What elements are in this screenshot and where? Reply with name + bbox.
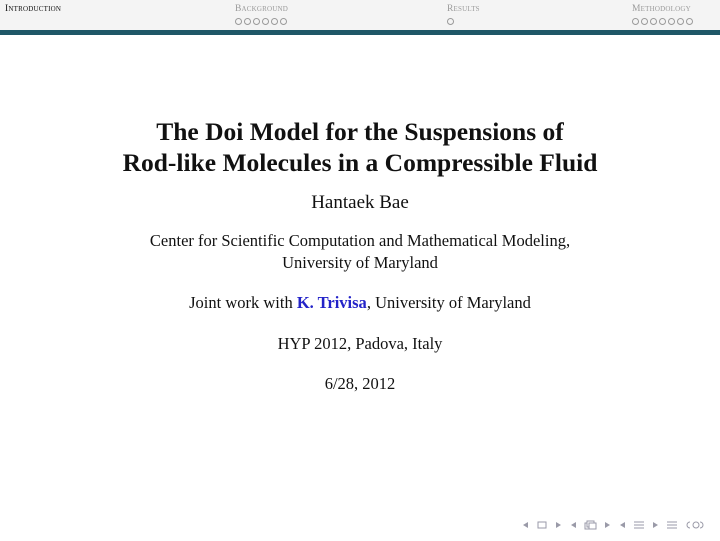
nav-dots: [235, 18, 288, 26]
nav-dots: [632, 18, 693, 26]
section-next-icon[interactable]: [651, 520, 660, 530]
title-line-2: Rod-like Molecules in a Compressible Fluid: [122, 148, 598, 177]
frame-dot[interactable]: [235, 18, 242, 25]
beamer-navigation-symbols: [521, 519, 706, 531]
search-icon[interactable]: [684, 520, 706, 530]
nav-section-introduction[interactable]: [5, 4, 61, 26]
joint-prefix: Joint work with: [189, 293, 297, 312]
conference-line: HYP 2012, Padova, Italy: [277, 334, 443, 353]
nav-section-label: Introduction: [5, 4, 62, 14]
author-name: Hantaek Bae: [311, 192, 409, 213]
frame-dot[interactable]: [280, 18, 287, 25]
nav-dots: [5, 18, 61, 26]
frame-icon[interactable]: [536, 520, 548, 530]
subsection-icon[interactable]: [584, 520, 597, 531]
section-icon[interactable]: [633, 520, 645, 530]
frame-dot[interactable]: [668, 18, 675, 25]
nav-dots: [447, 18, 480, 26]
affiliation-line-1: Center for Scientific Computation and Mathematical Modeling,: [149, 231, 571, 250]
section-navigation-bar: [0, 0, 720, 30]
section-prev-icon[interactable]: [618, 520, 627, 530]
subsection-next-icon[interactable]: [603, 520, 612, 530]
frame-dot[interactable]: [659, 18, 666, 25]
nav-section-label: Background: [235, 4, 289, 14]
frame-dot[interactable]: [632, 18, 639, 25]
joint-suffix: , University of Maryland: [366, 293, 531, 312]
align-icon[interactable]: [666, 520, 678, 530]
title-line-1: The Doi Model for the Suspensions of: [156, 117, 564, 146]
nav-section-methodology[interactable]: [632, 4, 693, 26]
joint-work-line: [0, 293, 720, 313]
title-slide-content: [0, 116, 720, 394]
frame-prev-icon[interactable]: [521, 520, 530, 530]
nav-section-label: Results: [447, 4, 480, 14]
frame-dot[interactable]: [686, 18, 693, 25]
frame-dot[interactable]: [650, 18, 657, 25]
presentation-date: 6/28, 2012: [324, 374, 396, 393]
collaborator-name: K. Trivisa: [296, 293, 367, 312]
header-rule: [0, 30, 720, 35]
frame-dot[interactable]: [253, 18, 260, 25]
slide-title: [0, 116, 720, 178]
nav-section-label: Methodology: [632, 4, 691, 14]
frame-dot[interactable]: [641, 18, 648, 25]
frame-dot[interactable]: [677, 18, 684, 25]
nav-section-background[interactable]: [235, 4, 288, 26]
frame-dot[interactable]: [271, 18, 278, 25]
affiliation-line-2: University of Maryland: [282, 253, 438, 272]
frame-dot[interactable]: [447, 18, 454, 25]
nav-section-results[interactable]: [447, 4, 480, 26]
frame-next-icon[interactable]: [554, 520, 563, 530]
frame-dot[interactable]: [244, 18, 251, 25]
author-affiliation: [0, 230, 720, 274]
subsection-prev-icon[interactable]: [569, 520, 578, 530]
frame-dot[interactable]: [262, 18, 269, 25]
